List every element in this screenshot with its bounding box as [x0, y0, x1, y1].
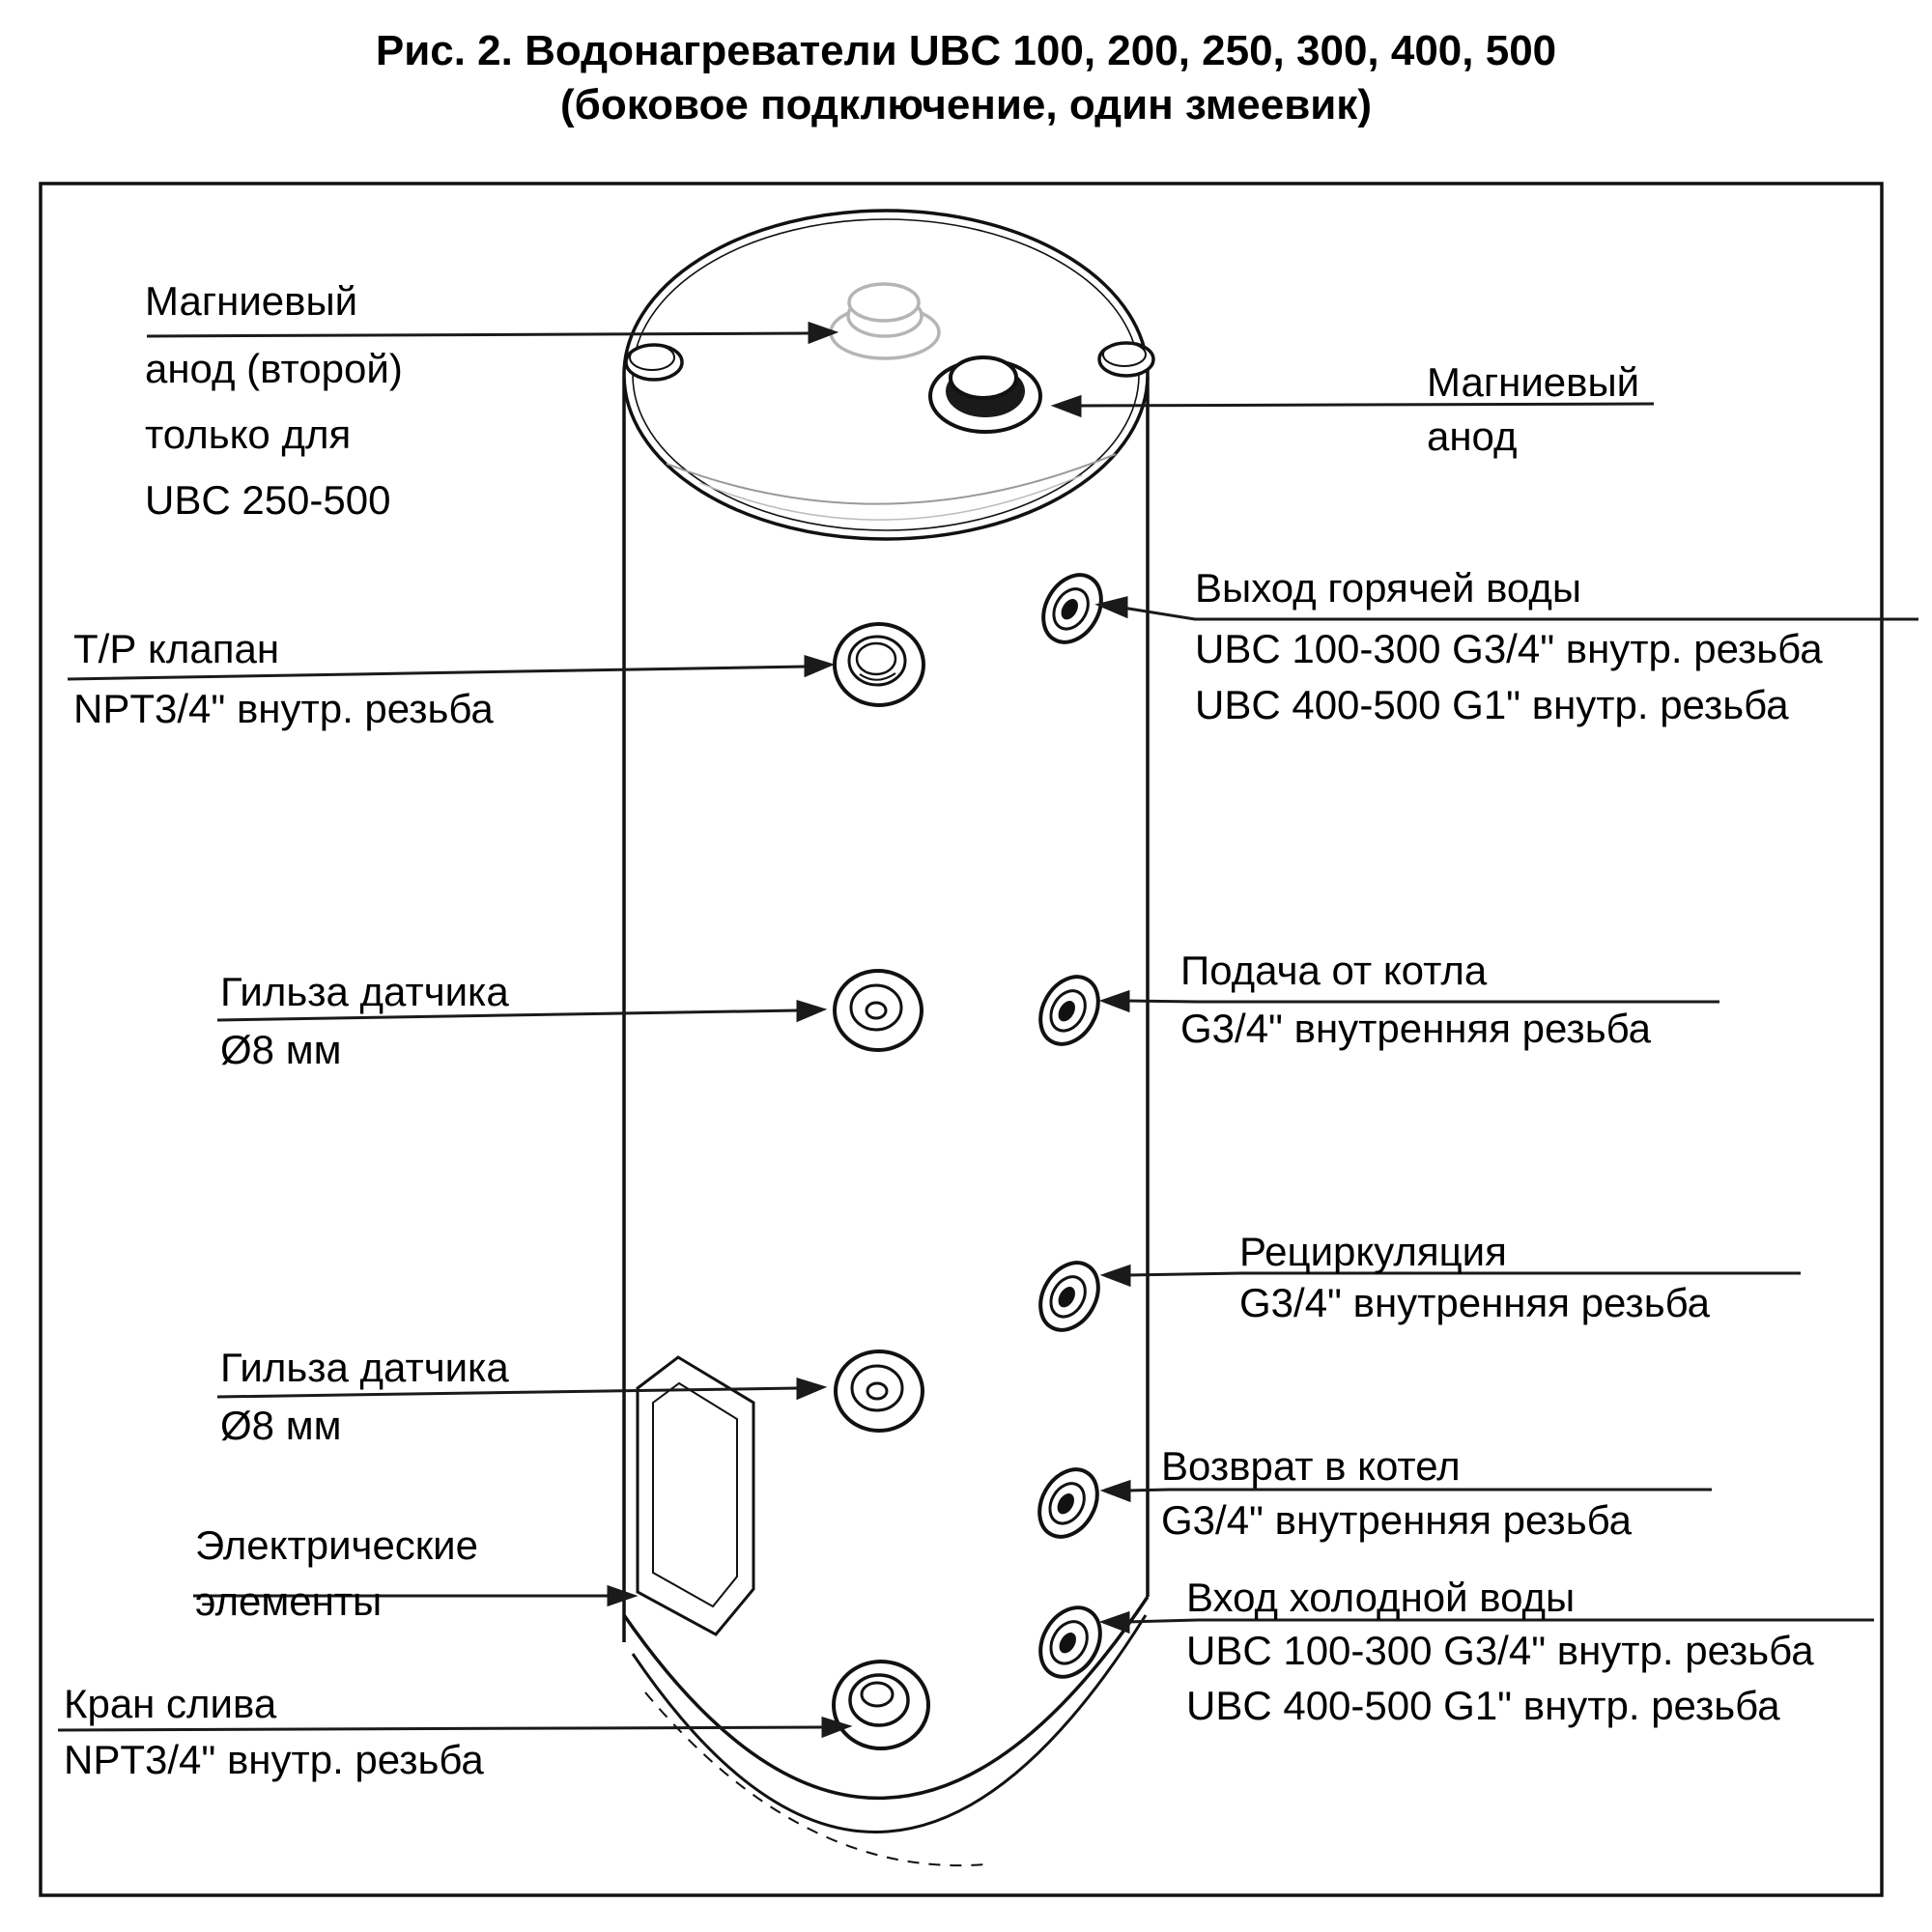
magnesium-anode-drawing: [930, 357, 1040, 432]
hot-water-outlet-port: [1032, 564, 1113, 652]
figure-water-heater-diagram: Рис. 2. Водонагреватели UBC 100, 200, 250, 300, 400, 500 (боковое подключение, один змеевик) Магниевый анод (второй) только для UBC 250-500 Т/Р клапан NPT3/4" внутр. резьба Гильза датчика Ø8 мм Гильза датчика Ø8 мм Электрические элементы Кран слива NPT3/4" внутр. резьба Магниевый анод Выход горячей воды UBC 100-300 G3/4" внутр. резьба UBC 400-500 G1" внутр. резьба Подача от котла G3/4" внутренняя резьба Рециркуляция G3/4" внутренняя резьба Возврат в котел G3/4" внутренняя резьба Вход холодной воды UBC 100-300 G3/4" внутр. резьба UBC 400-500 G1" внутр. резьба: [0, 0, 1932, 1932]
front-ports: [834, 624, 928, 1748]
recirculation-port: [1029, 1252, 1110, 1340]
side-ports: [1028, 564, 1113, 1687]
lid-hole-left: [626, 345, 682, 380]
electric-element-panel: [638, 1357, 753, 1634]
figure-title-line2: (боковое подключение, один змеевик): [560, 81, 1372, 128]
lid-hole-right: [1099, 343, 1153, 376]
boiler-return-port: [1028, 1459, 1109, 1547]
tp-valve-port: [835, 624, 923, 705]
drain-port: [834, 1662, 928, 1748]
tank-lid: [624, 211, 1148, 539]
sensor-well-port-2: [836, 1351, 923, 1431]
sensor-well-port-1: [835, 971, 922, 1050]
boiler-supply-port: [1029, 966, 1110, 1054]
figure-title-line1: Рис. 2. Водонагреватели UBC 100, 200, 250, 300, 400, 500: [375, 27, 1557, 74]
